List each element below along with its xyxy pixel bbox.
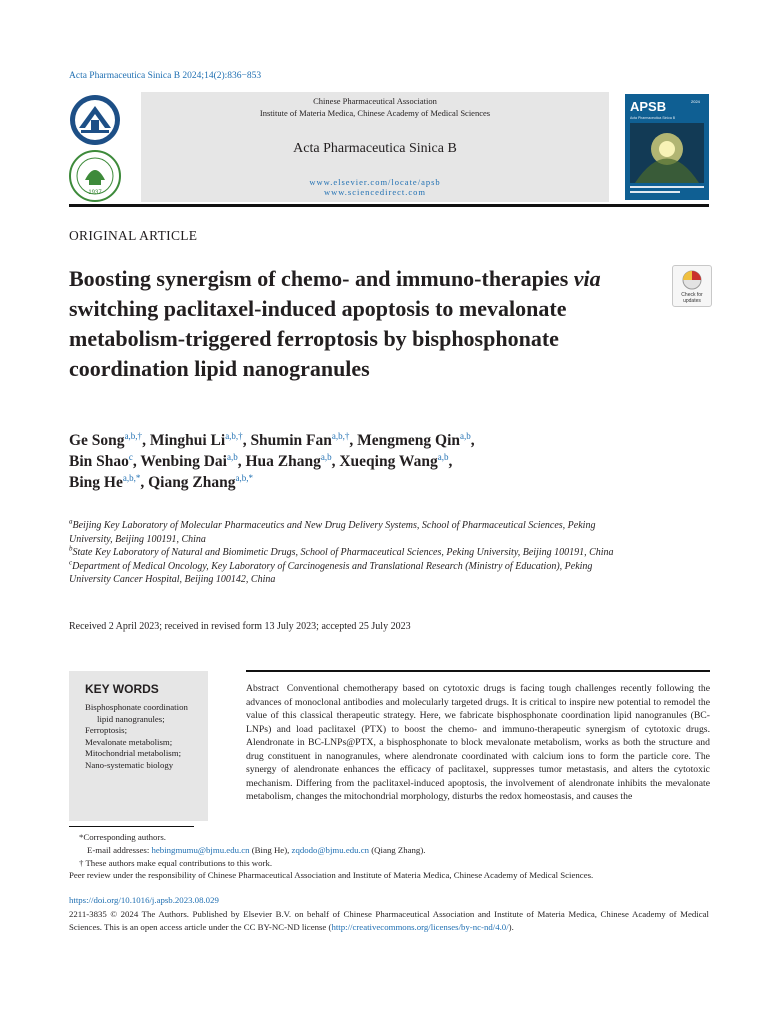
- journal-urls: [141, 177, 609, 197]
- footnote-divider: [69, 826, 194, 827]
- author[interactable]: Minghui $Li^{a,b,\dagger}$,: [149, 430, 251, 449]
- svg-text:Acta Pharmaceutica Sinica B: Acta Pharmaceutica Sinica B: [630, 116, 676, 120]
- affiliation: $^b$State Key Laboratory of Natural and Biomimetic Drugs, School of Pharmaceutical Sciences, Peking University, Beijing 100191, China: [69, 544, 614, 559]
- svg-text:updates: updates: [683, 298, 701, 304]
- author-affil-sup[interactable]: a,b,*: [122, 472, 141, 483]
- license-link[interactable]: http://creativecommons.org/licenses/by-nc-nd/4.0/: [331, 921, 509, 932]
- journal-citation[interactable]: Acta Pharmaceutica Sinica B 2024;14(2):836−853: [69, 71, 262, 81]
- keyword: Bisphosphonate coordination lipid nanogranules;: [85, 702, 188, 724]
- elsevier-link[interactable]: www.elsevier.com/locate/apsb: [309, 177, 441, 187]
- title-part-2: switching paclitaxel-induced apoptosis to mevalonate metabolism-triggered ferroptosis by bisphosphonate coordination lipid nanogranules: [69, 296, 567, 381]
- equal-contribution-note: † These authors make equal contributions to this work.: [79, 857, 273, 868]
- author-list: [69, 430, 629, 493]
- keyword: Mitochondrial metabolism;: [85, 748, 182, 759]
- header-divider: [69, 204, 709, 207]
- keywords-list: [85, 702, 205, 772]
- keywords-heading: KEY WORDS: [85, 682, 159, 696]
- author[interactable]: Mengmeng Qin$^{a,b}$,: [357, 430, 475, 449]
- article-title: [69, 264, 629, 384]
- email-link-he[interactable]: hebingmumu@bjmu.edu.cn: [151, 844, 250, 855]
- abstract-text: Conventional chemotherapy based on cytotoxic drugs is facing tough challenges recently following the advances of monoclonal antibodies and molecularly targeted drugs. It is critical to inspire new potential to remodel the value of this classical therapeutic strategy. Here, we fabricate bisphosphonate coordination lipid nanogranules (BC-LNPs) and load paclitaxel (PTX) to boost the chemo- and immuno-therapeutic synergism of cytotoxic drugs. Alendronate in BC-LNPs@PTX, a bisphosphonate to block mevalonate metabolism, works as both the structure and drug constituent in nanogranules, where alendronate coordinated with calcium ions to form the particle core. The synergy of alendronate enhances the efficacy of paclitaxel, suppresses tumor metastasis, and alters the cytotoxic mechanism. Differing from the paclitaxel-induced apoptosis, the involvement of alendronate inhibits the mevalonate metabolism, changes the mitochondrial morphology, disturbs the redox homeostasis, and causes the: [246, 683, 710, 802]
- affiliation: $^c$Department of Medical Oncology, Key Laboratory of Carcinogenesis and Translational Research (Ministry of Education), Peking University Cancer Hospital, Beijing 100142, China: [69, 558, 593, 586]
- article-type: ORIGINAL ARTICLE: [69, 228, 198, 243]
- institute-name: Institute of Materia Medica, Chinese Academy of Medical Sciences: [259, 107, 491, 118]
- imm-seal-icon: [69, 150, 121, 202]
- svg-text:2024: 2024: [691, 99, 700, 104]
- peer-review-note: Peer review under the responsibility of Chinese Pharmaceutical Association and Institute of Materia Medica, Chinese Academy of Medical Sciences.: [69, 870, 594, 881]
- keyword: Nano-systematic biology: [85, 759, 174, 770]
- author[interactable]: Bin Shao$^c$,: [69, 451, 141, 470]
- journal-name: Acta Pharmaceutica Sinica B: [293, 141, 457, 156]
- author[interactable]: Hua Zhang$^{a,b}$,: [245, 451, 340, 470]
- author-affil-sup[interactable]: a,b,†: [331, 430, 350, 441]
- title-italic-word: via: [573, 266, 601, 291]
- author[interactable]: Bing $He^{a,b,*}$,: [69, 472, 149, 491]
- author-affil-sup[interactable]: c: [128, 451, 133, 462]
- author-affil-sup[interactable]: a,b: [320, 451, 332, 462]
- abstract: [246, 682, 710, 804]
- email-link-zhang[interactable]: zqdodo@bjmu.edu.cn: [291, 844, 370, 855]
- journal-cover-image: [625, 94, 709, 200]
- author[interactable]: Xueqing Wang$^{a,b}$,: [339, 451, 453, 470]
- svg-text:Check for: Check for: [681, 292, 703, 298]
- keyword: Ferroptosis;: [85, 725, 128, 736]
- affiliation: $^a$Beijing Key Laboratory of Molecular Pharmaceutics and New Drug Delivery Systems, School of Pharmaceutical Sciences, Peking University, Beijing 100191, China: [69, 517, 596, 545]
- publisher-lines: [141, 96, 609, 119]
- svg-text:1937: 1937: [88, 190, 102, 196]
- check-for-updates-button[interactable]: [672, 265, 712, 307]
- journal-header: [69, 92, 709, 204]
- author[interactable]: Wenbing Dai$^{a,b}$,: [140, 451, 246, 470]
- copyright-notice: 2211-3835 © 2024 The Authors. Published by Elsevier B.V. on behalf of Chinese Pharmaceutical Association and Institute of Materia Medica, Chinese Academy of Medical Sciences. This is an open access article under the CC BY-NC-ND license (http://creativecommons.org/licenses/by-nc-nd/4.0/).: [69, 909, 709, 932]
- author-affil-sup[interactable]: a,b,†: [225, 430, 243, 441]
- svg-text:APSB: APSB: [630, 99, 667, 114]
- footnotes: [69, 831, 709, 882]
- abstract-label: Abstract: [246, 683, 279, 694]
- author-affil-sup[interactable]: a,b: [460, 430, 471, 441]
- author-affil-sup[interactable]: a,b,†: [124, 430, 143, 441]
- author-affil-sup[interactable]: a,b,*: [235, 472, 254, 483]
- society-name: Chinese Pharmaceutical Association: [313, 96, 437, 106]
- corresponding-note: *Corresponding authors.: [79, 832, 166, 842]
- title-part-1: Boosting synergism of chemo- and immuno-therapies: [69, 266, 574, 291]
- sciencedirect-link[interactable]: www.sciencedirect.com: [323, 187, 427, 197]
- author-affil-sup[interactable]: a,b: [226, 451, 238, 462]
- received-dates: Received 2 April 2023; received in revised form 13 July 2023; accepted 25 July 2023: [69, 621, 411, 632]
- author[interactable]: Qiang Zhang$^{a,b,*}$: [148, 472, 254, 491]
- author[interactable]: Shumin Fan$^{a,b,\dagger}$,: [250, 430, 358, 449]
- keywords-box: [69, 671, 208, 821]
- email-note: E-mail addresses: hebingmumu@bjmu.edu.cn (Bing He), zqdodo@bjmu.edu.cn (Qiang Zhang).: [87, 844, 426, 855]
- keyword: Mevalonate metabolism;: [85, 736, 173, 747]
- cpa-logo-icon: [69, 94, 121, 146]
- author-affil-sup[interactable]: a,b: [437, 451, 449, 462]
- check-updates-icon: [673, 266, 711, 306]
- abstract-divider: [246, 670, 710, 672]
- author[interactable]: Ge Song$^{a,b,\dagger}$,: [69, 430, 150, 449]
- doi-link[interactable]: https://doi.org/10.1016/j.apsb.2023.08.029: [69, 895, 219, 905]
- affiliations: [69, 519, 629, 587]
